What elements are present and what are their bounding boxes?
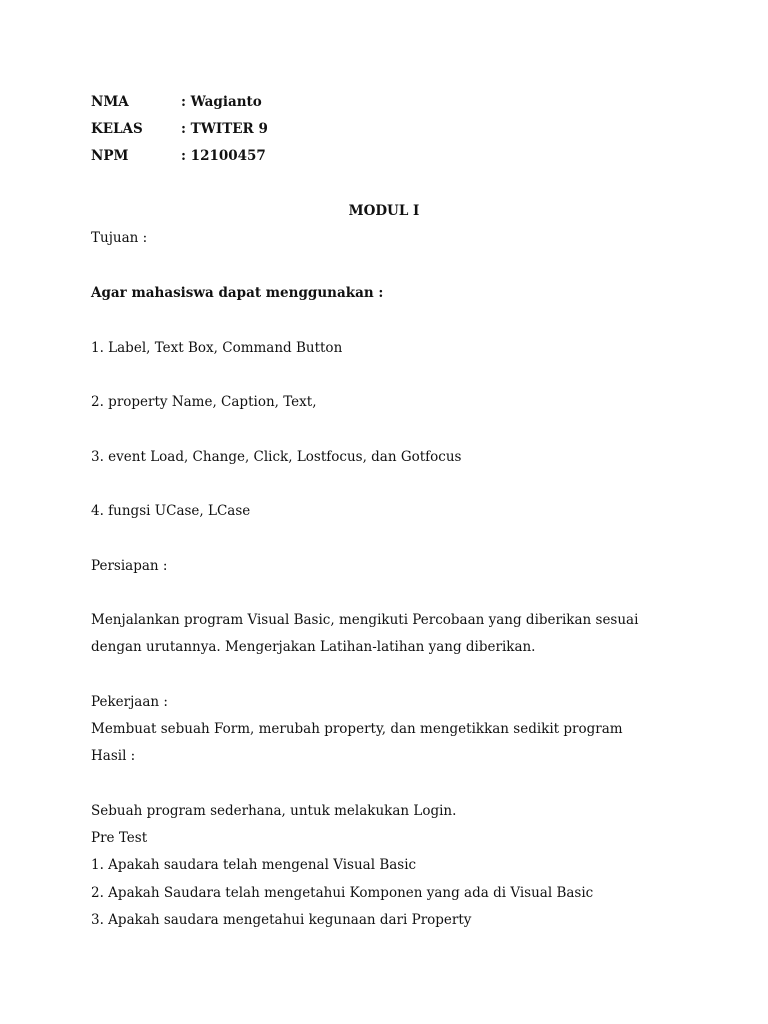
pretest-item: 2. Apakah Saudara telah mengetahui Komponen yang ada di Visual Basic [91, 885, 594, 901]
npm-value: : 12100457 [181, 148, 266, 164]
persiapan-text: dengan urutannya. Mengerjakan Latihan-latihan yang diberikan. [91, 639, 536, 655]
persiapan-text: Menjalankan program Visual Basic, mengikuti Percobaan yang diberikan sesuai [91, 612, 639, 628]
pekerjaan-heading: Pekerjaan : [91, 694, 168, 710]
pretest-heading: Pre Test [91, 830, 148, 846]
hasil-text: Sebuah program sederhana, untuk melakukan Login. [91, 803, 457, 819]
page-title: MODUL I [348, 203, 420, 219]
nma-value: : Wagianto [181, 94, 262, 110]
kelas-label: KELAS [91, 121, 143, 137]
tujuan-heading: Tujuan : [91, 230, 148, 246]
nma-label: NMA [91, 94, 129, 110]
pretest-item: 3. Apakah saudara mengetahui kegunaan dari Property [91, 912, 472, 928]
persiapan-heading: Persiapan : [91, 558, 168, 574]
hasil-heading: Hasil : [91, 748, 136, 764]
pekerjaan-text: Membuat sebuah Form, merubah property, dan mengetikkan sedikit program [91, 721, 623, 737]
objective-item: 1. Label, Text Box, Command Button [91, 340, 343, 356]
agar-heading: Agar mahasiswa dapat menggunakan : [91, 285, 384, 301]
objective-item: 3. event Load, Change, Click, Lostfocus, dan Gotfocus [91, 449, 462, 465]
objective-item: 2. property Name, Caption, Text, [91, 394, 317, 410]
kelas-value: : TWITER 9 [181, 121, 268, 137]
npm-label: NPM [91, 148, 129, 164]
pretest-item: 1. Apakah saudara telah mengenal Visual Basic [91, 857, 417, 873]
objective-item: 4. fungsi UCase, LCase [91, 503, 251, 519]
